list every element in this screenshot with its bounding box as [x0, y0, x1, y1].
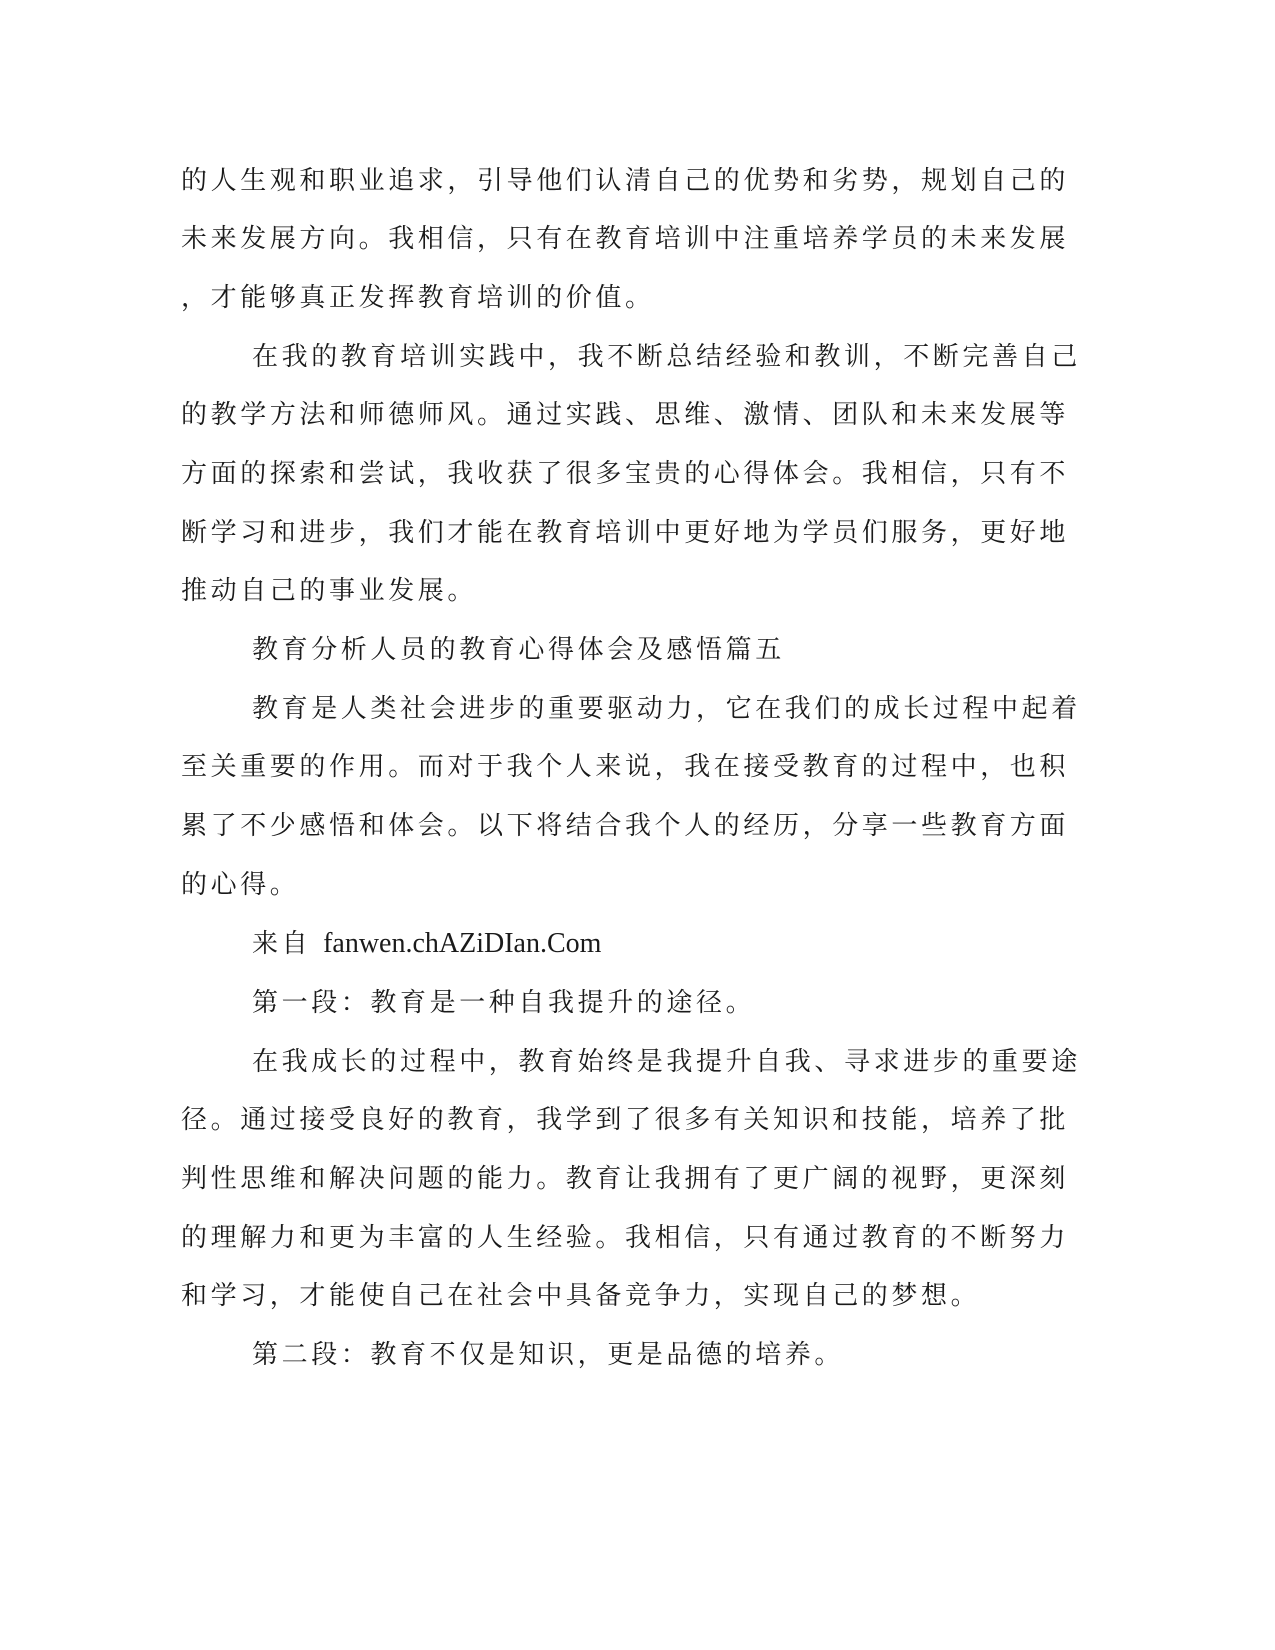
text-line: 在我的教育培训实践中，我不断总结经验和教训，不断完善自己 [252, 342, 1081, 372]
text-line: 的心得。 [181, 870, 300, 900]
text-line: 判性思维和解决问题的能力。教育让我拥有了更广阔的视野，更深刻 [181, 1164, 1070, 1194]
paragraph-heading: 第二段：教育不仅是知识，更是品德的培养。 [252, 1340, 845, 1370]
text-line: 的人生观和职业追求，引导他们认清自己的优势和劣势，规划自己的 [181, 166, 1070, 196]
text-line: 累了不少感悟和体会。以下将结合我个人的经历，分享一些教育方面 [181, 811, 1070, 841]
paragraph-heading: 第一段：教育是一种自我提升的途径。 [252, 988, 756, 1018]
text-line: 在我成长的过程中，教育始终是我提升自我、寻求进步的重要途 [252, 1047, 1081, 1077]
source-url: fanwen.chAZiDIan.Com [323, 928, 602, 959]
text-line: 的理解力和更为丰富的人生经验。我相信，只有通过教育的不断努力 [181, 1223, 1070, 1253]
text-line: 和学习，才能使自己在社会中具备竞争力，实现自己的梦想。 [181, 1281, 981, 1311]
text-line: 未来发展方向。我相信，只有在教育培训中注重培养学员的未来发展 [181, 224, 1070, 254]
text-line: 断学习和进步，我们才能在教育培训中更好地为学员们服务，更好地 [181, 518, 1070, 548]
text-line: 推动自己的事业发展。 [181, 576, 478, 606]
text-line: 方面的探索和尝试，我收获了很多宝贵的心得体会。我相信，只有不 [181, 459, 1070, 489]
text-line: 的教学方法和师德师风。通过实践、思维、激情、团队和未来发展等 [181, 400, 1070, 430]
text-line: ，才能够真正发挥教育培训的价值。 [181, 283, 655, 313]
section-heading: 教育分析人员的教育心得体会及感悟篇五 [252, 635, 785, 665]
text-line: 至关重要的作用。而对于我个人来说，我在接受教育的过程中，也积 [181, 752, 1070, 782]
source-line [252, 928, 601, 960]
text-line: 教育是人类社会进步的重要驱动力，它在我们的成长过程中起着 [252, 694, 1081, 724]
source-prefix: 来自 [252, 929, 312, 959]
text-line: 径。通过接受良好的教育，我学到了很多有关知识和技能，培养了批 [181, 1105, 1070, 1135]
